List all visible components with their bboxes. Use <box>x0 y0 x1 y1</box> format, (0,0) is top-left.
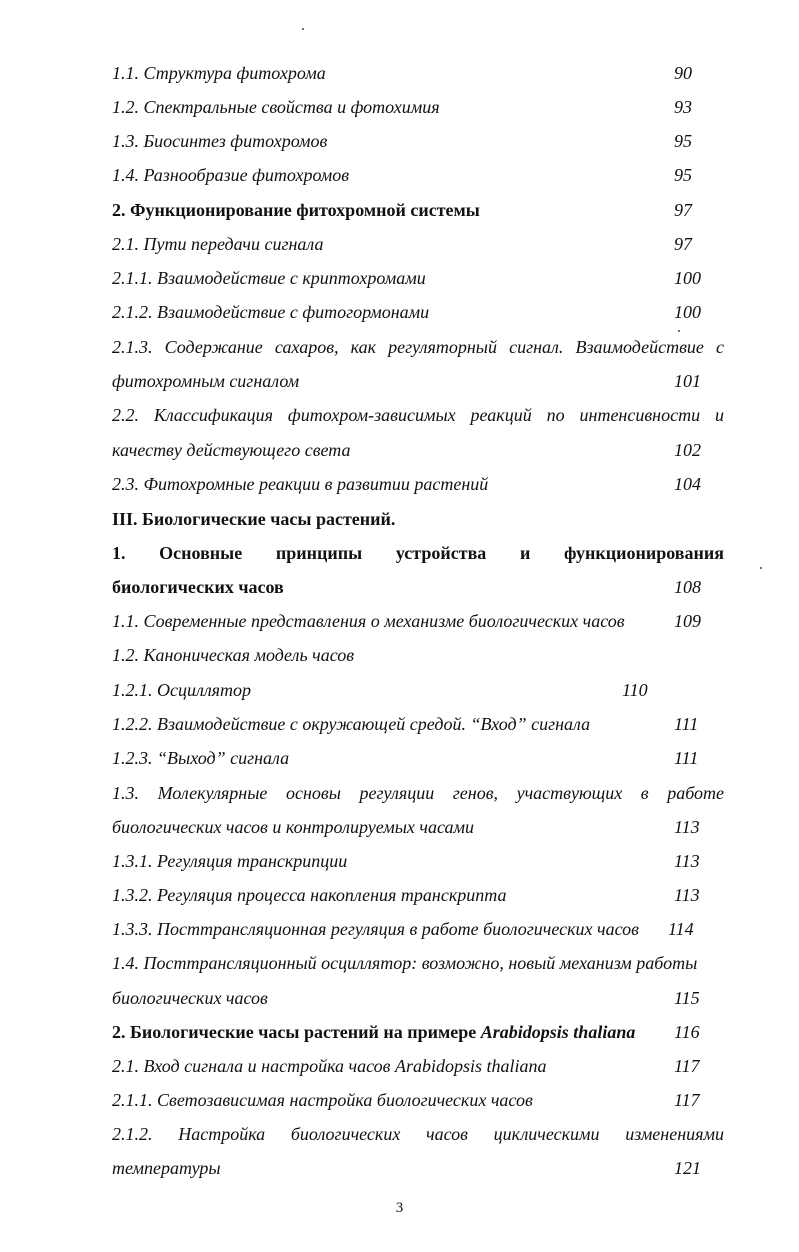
toc-entry <box>112 778 724 808</box>
toc-entry-page: 114 <box>668 919 694 939</box>
toc-entry-title: 2. Функционирование фитохромной системы <box>112 200 480 220</box>
toc-entry <box>112 435 724 465</box>
toc-entry-page: 90 <box>674 63 692 83</box>
toc-entry <box>112 400 724 430</box>
toc-entry <box>112 92 724 122</box>
toc-entry-title: 1.3. Молекулярные основы регуляции генов, участвующих в работе <box>112 783 724 803</box>
toc-entry <box>112 1153 724 1183</box>
toc-entry-page: 113 <box>674 885 700 905</box>
toc-entry-page: 115 <box>674 988 700 1008</box>
toc-entry-page: 95 <box>674 131 692 151</box>
toc-entry-title: 1.1. Современные представления о механизме биологических часов <box>112 611 625 631</box>
toc-entry-page: 97 <box>674 234 692 254</box>
toc-entry <box>112 914 724 944</box>
toc-entry <box>112 332 724 362</box>
toc-entry <box>112 229 724 259</box>
toc-section-heading <box>112 538 724 568</box>
toc-entry-page: 110 <box>622 680 648 700</box>
toc-entry <box>112 126 724 156</box>
toc-entry-title: 2.1.1. Светозависимая настройка биологических часов <box>112 1090 533 1110</box>
toc-entry-page: 100 <box>674 302 701 322</box>
toc-entry <box>112 366 724 396</box>
toc-entry-page: 102 <box>674 440 701 460</box>
page-number: 3 <box>395 1200 404 1216</box>
toc-entry <box>112 846 724 876</box>
toc-entry <box>112 640 724 670</box>
toc-entry-page: 104 <box>674 474 701 494</box>
toc-entry-title: температуры <box>112 1158 221 1178</box>
toc-entry-title: качеству действующего света <box>112 440 351 460</box>
toc-entry-title: 2.1.2. Настройка биологических часов циклическими изменениями <box>112 1124 724 1144</box>
toc-entry-page: 113 <box>674 817 700 837</box>
toc-entry <box>112 160 724 190</box>
toc-entry <box>112 469 724 499</box>
toc-entry-title: 2.1. Вход сигнала и настройка часов Arabidopsis thaliana <box>112 1056 547 1076</box>
toc-entry-title: 1.2. Спектральные свойства и фотохимия <box>112 97 440 117</box>
toc-entry-page: 116 <box>674 1022 700 1042</box>
toc-entry-title: 1. Основные принципы устройства и функционирования <box>112 543 724 563</box>
toc-entry-title: биологических часов <box>112 577 284 597</box>
toc-entry-page: 97 <box>674 200 692 220</box>
toc-entry-page: 109 <box>674 611 701 631</box>
toc-entry-title: 1.2. Каноническая модель часов <box>112 645 355 665</box>
toc-entry-page: 113 <box>674 851 700 871</box>
toc-entry-title: биологических часов и контролируемых часами <box>112 817 474 837</box>
toc-entry-title: 1.3. Биосинтез фитохромов <box>112 131 328 151</box>
toc-entry-title: 1.3.1. Регуляция транскрипции <box>112 851 348 871</box>
toc-entry <box>112 297 724 327</box>
toc-entry-title: III. Биологические часы растений. <box>112 509 396 529</box>
toc-section-heading <box>112 195 724 225</box>
toc-entry <box>112 675 724 705</box>
toc-entry-title: 1.4. Разнообразие фитохромов <box>112 165 350 185</box>
toc-entry-title: 1.3.3. Посттрансляционная регуляция в работе биологических часов <box>112 919 639 939</box>
toc-entry-page: 93 <box>674 97 692 117</box>
toc-entry <box>112 58 724 88</box>
toc-entry-title: фитохромным сигналом <box>112 371 300 391</box>
toc-entry-title: 2.2. Классификация фитохром-зависимых реакций по интенсивности и <box>112 405 724 425</box>
toc-entry-title: 2.1. Пути передачи сигнала <box>112 234 324 254</box>
scan-speck <box>302 28 304 30</box>
toc-entry-title: 2.1.1. Взаимодействие с криптохромами <box>112 268 426 288</box>
toc-entry-page: 95 <box>674 165 692 185</box>
toc-entry-page: 121 <box>674 1158 701 1178</box>
toc-section-heading <box>112 572 724 602</box>
species-name: Arabidopsis thaliana <box>480 1022 636 1042</box>
toc-section-heading <box>112 1017 724 1047</box>
toc-entry-page: 111 <box>674 748 699 768</box>
toc-entry-title: 2. Биологические часы растений на примере <box>112 1022 481 1042</box>
toc-entry <box>112 743 724 773</box>
toc-entry-title: 2.1.2. Взаимодействие с фитогормонами <box>112 302 430 322</box>
toc-entry-page: 108 <box>674 577 701 597</box>
toc-entry <box>112 948 724 978</box>
toc-entry <box>112 983 724 1013</box>
toc-entry <box>112 880 724 910</box>
toc-entry <box>112 1051 724 1081</box>
toc-entry-title: 1.3.2. Регуляция процесса накопления транскрипта <box>112 885 507 905</box>
toc-entry <box>112 1119 724 1149</box>
toc-entry-page: 111 <box>674 714 699 734</box>
toc-entry-title: 2.1.3. Содержание сахаров, как регуляторный сигнал. Взаимодействие с <box>112 337 724 357</box>
toc-entry-title: 1.4. Посттрансляционный осциллятор: возможно, новый механизм работы <box>112 953 698 973</box>
scan-speck <box>760 567 762 569</box>
toc-entry <box>112 709 724 739</box>
toc-entry-page: 101 <box>674 371 701 391</box>
toc-entry-title: 1.1. Структура фитохрома <box>112 63 326 83</box>
toc-entry-page: 117 <box>674 1056 700 1076</box>
toc-entry-page: 100 <box>674 268 701 288</box>
toc-entry-title: 1.2.1. Осциллятор <box>112 680 252 700</box>
toc-entry-title: 1.2.2. Взаимодействие с окружающей средой. “Вход” сигнала <box>112 714 591 734</box>
toc-entry <box>112 1085 724 1115</box>
toc-entry <box>112 812 724 842</box>
toc-entry-title: 1.2.3. “Выход” сигнала <box>112 748 290 768</box>
toc-entry <box>112 606 724 636</box>
toc-entry-title: биологических часов <box>112 988 268 1008</box>
toc-entry-title: 2.3. Фитохромные реакции в развитии растений <box>112 474 489 494</box>
toc-entry <box>112 263 724 293</box>
toc-part-heading <box>112 504 724 534</box>
toc-entry-page: 117 <box>674 1090 700 1110</box>
